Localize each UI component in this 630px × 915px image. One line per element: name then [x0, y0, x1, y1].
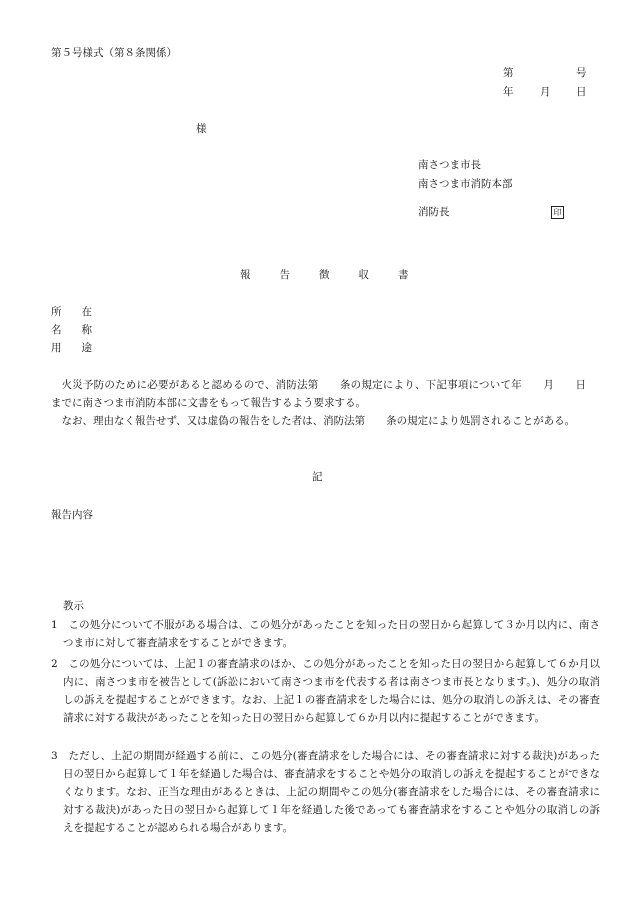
date-day: 日: [576, 86, 587, 98]
notice-item-3: 3 ただし、上記の期間が経過する前に、この処分(審査請求をした場合には、その審査請求に対する裁決)があった日の翌日から起算して１年を経過した場合は、審査請求をすることや処分の取消しの訴えを提起することができなくなります。なお、正当な理由があるときは、上記の期間やこの処分(審査請求をした場合には、その審査請求に対する裁決)があった日の翌日から起算して１年を経過した後であっても審査請求をすることや処分の取消しの訴えを提起することが認められる場合があります。: [51, 750, 600, 834]
field-usage: [51, 342, 112, 354]
field-label: 所在: [51, 306, 112, 318]
seal-icon: 印: [551, 206, 564, 219]
notice-item-1: 1 この処分について不服がある場合は、この処分があったことを知った日の翌日から起算して３か月以内に、南さつま市に対して審査請求をすることができます。: [51, 619, 600, 649]
body-paragraph-2: なお、理由なく報告せず、又は虚偽の報告をした者は、消防法第 条の規定により処罰されることがある。: [61, 415, 576, 427]
document-title: [240, 270, 438, 281]
field-name: [51, 324, 112, 336]
form-number: 第５号様式（第８条関係）: [51, 47, 177, 59]
doc-number-prefix: 第: [503, 67, 514, 79]
field-label: 用途: [51, 342, 112, 354]
issuer-mayor: 南さつま市長: [418, 159, 481, 171]
notice-heading: 教示: [63, 600, 84, 612]
date-month: 月: [540, 86, 551, 98]
field-label: 名称: [51, 324, 112, 336]
seal-mark: [551, 206, 564, 219]
issuer-fire-chief: 消防長: [418, 206, 450, 218]
document-title-text: 報告徴収書: [240, 269, 438, 281]
ki-heading: 記: [312, 471, 323, 483]
body-paragraph-1: 火災予防のために必要があると認めるので、消防法第 条の規定により、下記事項について年 月 日までに南さつま市消防本部に文書をもって報告するよう要求する。: [51, 379, 586, 409]
date-year: 年: [503, 86, 514, 98]
notice-item-2: 2 この処分については、上記１の審査請求のほか、この処分があったことを知った日の翌日から起算して６か月以内に、南さつま市を被告として(訴訟において南さつま市を代表する者は南さつま市長となります。)、処分の取消しの訴えを提起することができます。なお、上記１の審査請求をした場合には、処分の取消しの訴えは、その審査請求に対する裁決があったことを知った日の翌日から起算して６か月以内に提起することができます。: [51, 658, 600, 724]
doc-number-suffix: 号: [576, 67, 587, 79]
report-content-label: 報告内容: [51, 509, 93, 521]
field-location: [51, 306, 112, 318]
issuer-fire-department: 南さつま市消防本部: [418, 178, 513, 190]
addressee-suffix: 様: [196, 123, 207, 135]
